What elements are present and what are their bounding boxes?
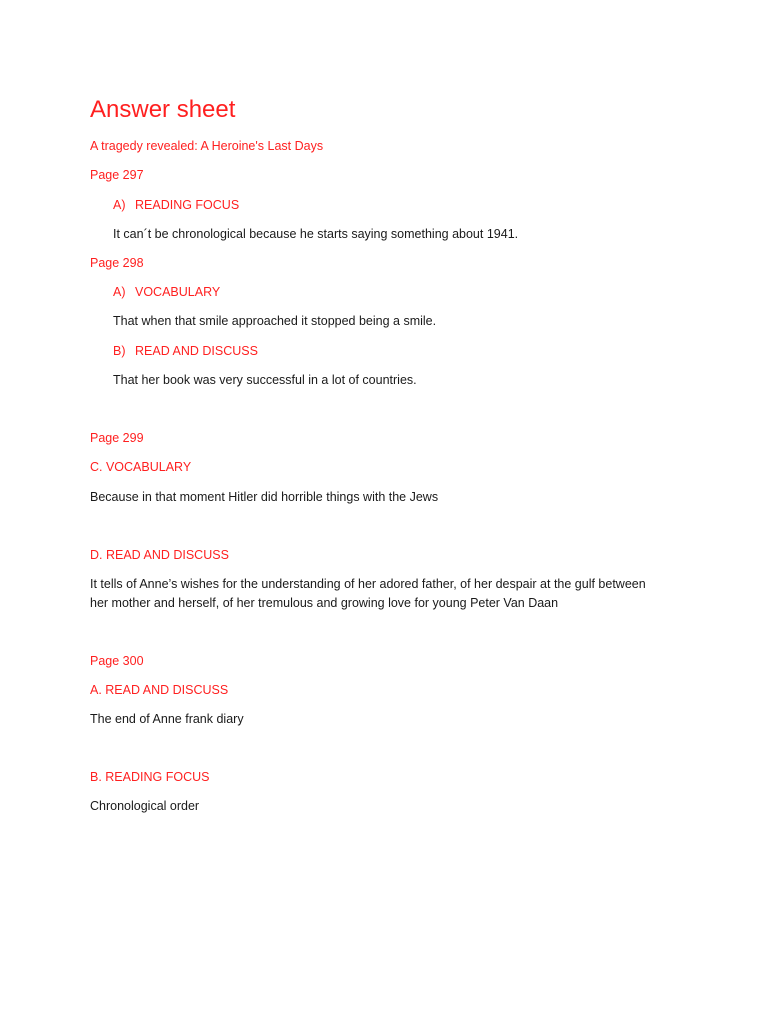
page-298-read-discuss-answer: That her book was very successful in a lot of countries. [113,373,417,387]
page-299-read-discuss-answer-line-1: It tells of Anne’s wishes for the understanding of her adored father, of her despair at the gulf between [90,577,646,591]
heading-text: READING FOCUS [135,198,240,212]
page-299-vocabulary-answer: Because in that moment Hitler did horrible things with the Jews [90,490,439,504]
heading-text: VOCABULARY [135,285,221,299]
page-300-label: Page 300 [90,654,144,668]
page-299-read-discuss-heading: D. READ AND DISCUSS [90,548,229,562]
list-marker: B) [113,344,126,358]
page-297-label: Page 297 [90,168,144,182]
page-297-reading-focus-heading [113,197,239,214]
page-300-reading-focus-answer: Chronological order [90,799,200,813]
page-298-vocabulary-answer: That when that smile approached it stopped being a smile. [113,314,437,328]
page-299-read-discuss-answer-line-2: her mother and herself, of her tremulous and growing love for young Peter Van Daan [90,596,559,610]
list-marker: A) [113,198,126,212]
page-300-reading-focus-heading: B. READING FOCUS [90,770,210,784]
page-299-label: Page 299 [90,431,144,445]
page-298-read-discuss-heading [113,343,258,360]
list-marker: A) [113,285,126,299]
page-297-reading-focus-answer: It can´t be chronological because he starts saying something about 1941. [113,227,519,241]
heading-text: READ AND DISCUSS [135,344,258,358]
page-298-vocabulary-heading [113,284,220,301]
page-300-read-discuss-heading: A. READ AND DISCUSS [90,683,229,697]
page-300-read-discuss-answer: The end of Anne frank diary [90,712,244,726]
document-subtitle: A tragedy revealed: A Heroine's Last Days [90,139,324,153]
page-title: Answer sheet [90,96,236,123]
page-299-vocabulary-heading: C. VOCABULARY [90,460,192,474]
page-298-label: Page 298 [90,256,144,270]
